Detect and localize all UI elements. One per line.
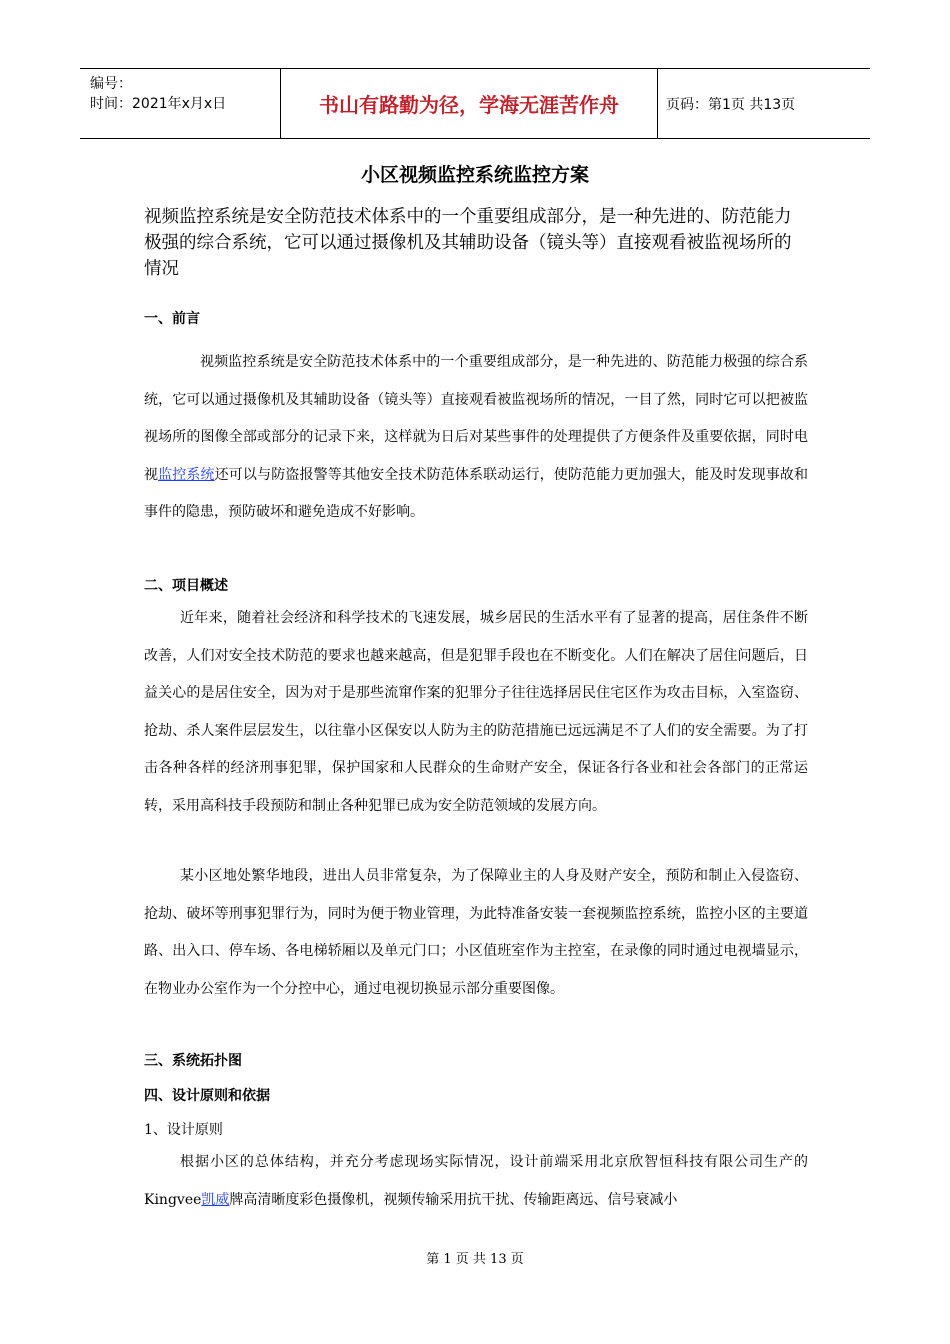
preface-paragraph [144,344,808,532]
design-principle-subheading: 1、设计原则 [144,1122,223,1138]
overview-paragraph-1: 近年来，随着社会经济和科学技术的飞速发展，城乡居民的生活水平有了显著的提高，居住条件不断改善，人们对安全技术防范的要求也越来越高，但是犯罪手段也在不断变化。人们在解决了居住问题后，日益关心的是居住安全，因为对于是那些流窜作案的犯罪分子往往选择居民住宅区作为攻击目标，入室盗窃、抢劫、杀人案件层层发生，以往靠小区保安以人防为主的防范措施已远远满足不了人们的安全需要。为了打击各种各样的经济刑事犯罪，保护国家和人民群众的生命财产安全，保证各行各业和社会各部门的正常运转，采用高科技手段预防和制止各种犯罪已成为安全防范领域的发展方向。 [144,610,808,814]
design-text-a: 根据小区的总体结构，并充分考虑现场实际情况，设计前端采用北京欣智恒科技有限公司生产的Kingvee [144,1154,808,1208]
preface-text-a: 视频监控系统是安全防范技术体系中的一个重要组成部分，是一种先进的、防范能力极强的综合系统，它可以通过摄像机及其辅助设备（镜头等）直接观看被监视场所的情况，一目了然，同时它可以把被监视场所的图像全部或部分的记录下来，这样就为日后对某些事件的处理提供了方便条件及重要依据，同时电视 [144,354,808,483]
header-table [80,68,870,139]
header-page-label: 页码：第1页 共13页 [666,96,796,113]
doc-time: 时间：2021年x月x日 [90,96,227,112]
kaiwei-link[interactable]: 凯威 [201,1191,230,1208]
section-heading-topology: 三、系统拓扑图 [144,1053,242,1069]
header-motto: 书山有路勤为径，学海无涯苦作舟 [281,69,658,138]
overview-paragraph-2: 某小区地处繁华地段，进出人员非常复杂，为了保障业主的人身及财产安全，预防和制止入侵盗窃、抢劫、破坏等刑事犯罪行为，同时为便于物业管理，为此特准备安装一套视频监控系统，监控小区的主要道路、出入口、停车场、各电梯轿厢以及单元门口；小区值班室作为主控室，在录像的同时通过电视墙显示，在物业办公室作为一个分控中心，通过电视切换显示部分重要图像。 [144,868,808,997]
preface-text-b: 还可以与防盗报警等其他安全技术防范体系联动运行，使防范能力更加强大，能及时发现事故和事件的隐患，预防破坏和避免造成不好影响。 [144,466,809,521]
section-heading-preface: 一、前言 [144,311,200,327]
intro-paragraph: 视频监控系统是安全防范技术体系中的一个重要组成部分，是一种先进的、防范能力极强的综合系统，它可以通过摄像机及其辅助设备（镜头等）直接观看被监视场所的情况 [144,207,792,279]
design-text-b: 牌高清晰度彩色摄像机，视频传输采用抗干扰、传输距离远、信号衰减小 [229,1191,678,1208]
section-heading-design: 四、设计原则和依据 [144,1088,270,1104]
doc-number: 编号： [90,76,132,92]
monitoring-system-link[interactable]: 监控系统 [158,466,215,483]
design-principle-paragraph [144,1144,808,1219]
section-heading-overview: 二、项目概述 [144,578,228,594]
page-footer: 第 1 页 共 13 页 [426,1252,524,1267]
document-title: 小区视频监控系统监控方案 [360,164,589,186]
header-meta-cell [80,69,281,138]
